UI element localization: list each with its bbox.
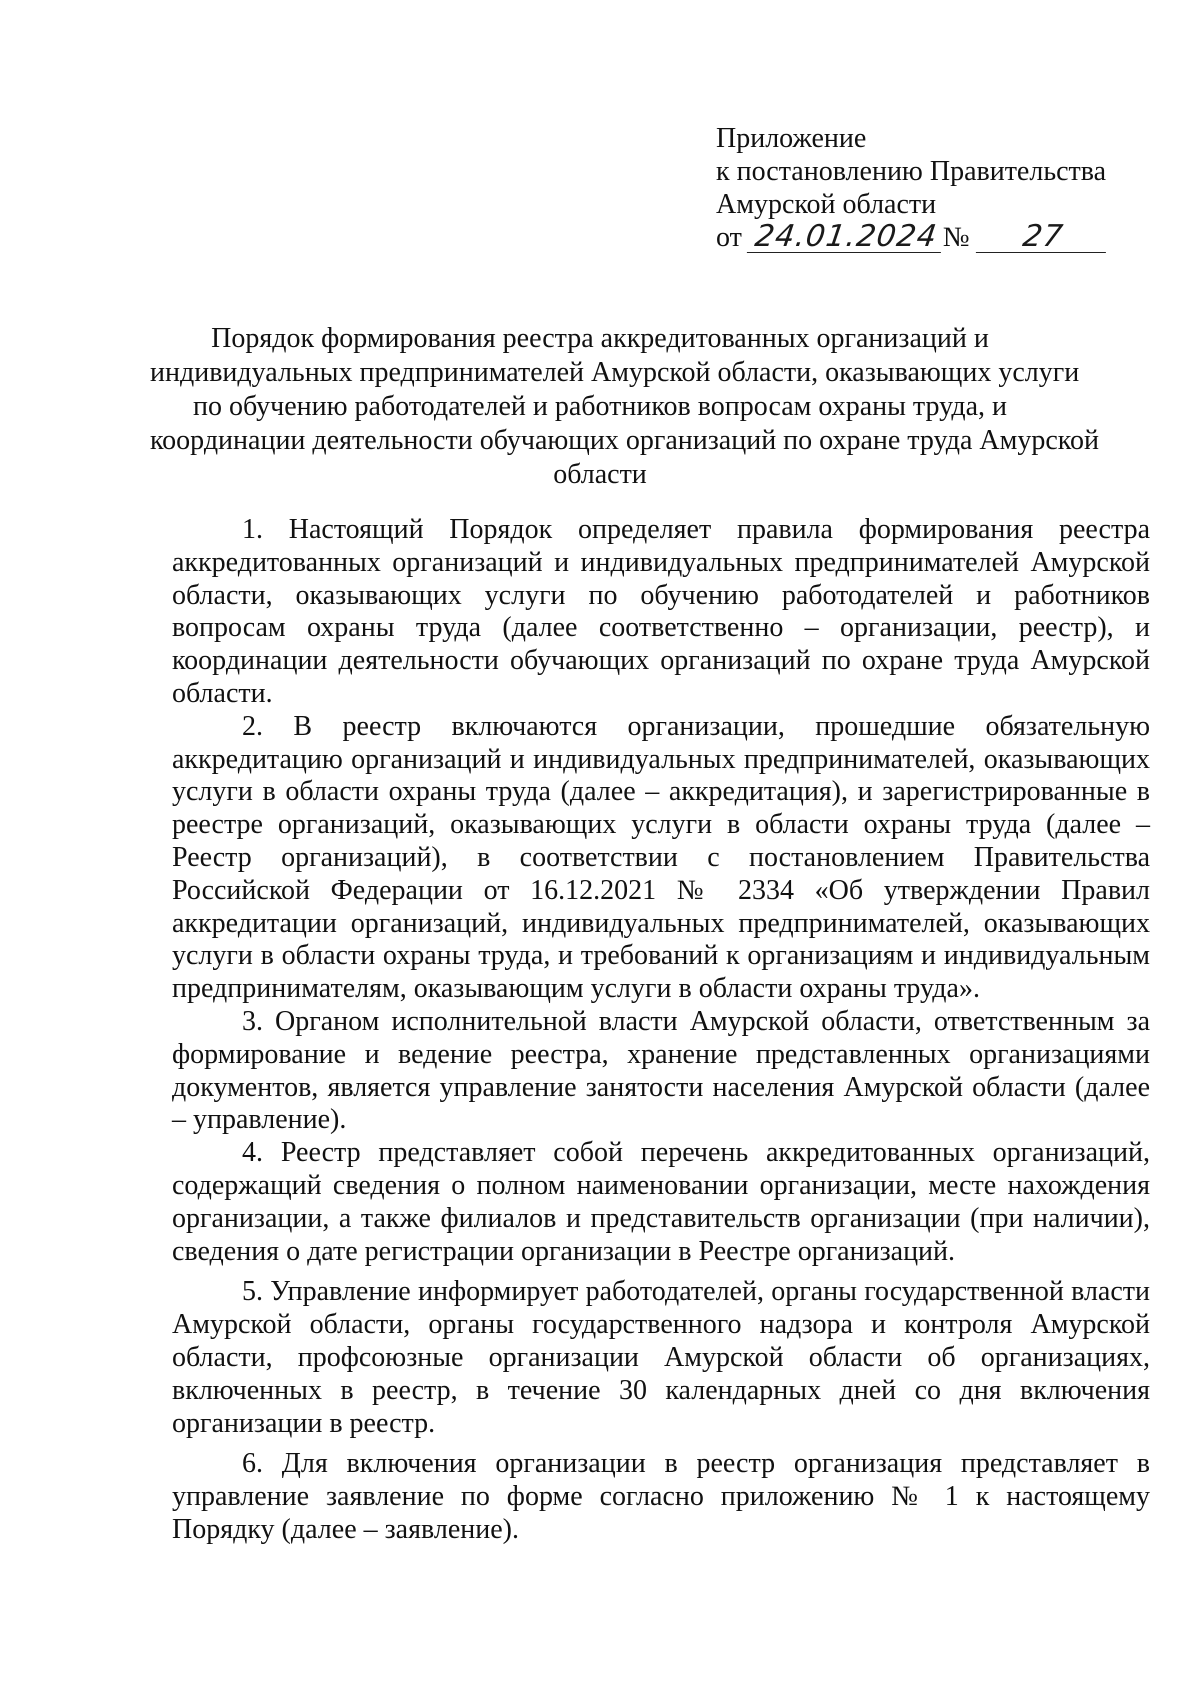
title-line-2: индивидуальных предпринимателей Амурской области, оказывающих услуги (150, 357, 1080, 388)
title-line-1: Порядок формирования реестра аккредитованных организаций и (211, 323, 989, 354)
paragraph-1: 1. Настоящий Порядок определяет правила формирования реестра аккредитованных организаций и индивидуальных предпринимателей Амурской области, оказывающих услуги по обучению работодателей и работников вопросам охраны труда (далее соответственно – организации, реестр), и координации деятельности обучающих организаций по охране труда Амурской области. (172, 514, 1150, 709)
appendix-label: Приложение (716, 123, 867, 154)
appendix-region: Амурской области (716, 189, 937, 220)
paragraph-3: 3. Органом исполнительной власти Амурской области, ответственным за формирование и ведение реестра, хранение представленных организациями документов, является управление занятости населения Амурской области (далее – управление). (172, 1005, 1150, 1136)
title-line-3: по обучению работодателей и работников вопросам охраны труда, и (192, 391, 1008, 422)
appendix-reference: к постановлению Правительства (716, 156, 1107, 187)
document-body (172, 514, 1150, 1547)
handwritten-date: 24.01.2024 (747, 222, 945, 253)
title-line-4: координации деятельности обучающих организаций по охране труда Амурской (150, 425, 1099, 456)
handwritten-number: 27 (975, 222, 1109, 253)
paragraph-5: 5. Управление информирует работодателей, органы государственной власти Амурской области, органы государственного надзора и контроля Амурской области, профсоюзные организации Амурской области об организациях, включенных в реестр, в течение 30 календарных дней со дня включения организации в реестр. (172, 1276, 1150, 1439)
appendix-date-line (716, 221, 1136, 254)
date-prefix: от (716, 222, 742, 253)
paragraph-2: 2. В реестр включаются организации, прошедшие обязательную аккредитацию организаций и индивидуальных предпринимателей, оказывающих услуги в области охраны труда (далее – аккредитация), и зарегистрированные в реестре организаций, оказывающих услуги в области охраны труда (далее – Реестр организаций), в соответствии с постановлением Правительства Российской Федерации от 16.12.2021 № 2334 «Об утверждении Правил аккредитации организаций, индивидуальных предпринимателей, оказывающих услуги в области охраны труда, и требований к организациям и индивидуальным предпринимателям, оказывающим услуги в области охраны труда». (172, 710, 1150, 1005)
paragraph-4: 4. Реестр представляет собой перечень аккредитованных организаций, содержащий сведения о полном наименовании организации, месте нахождения организации, а также филиалов и представительств организации (при наличии), сведения о дате регистрации организации в Реестре организаций. (172, 1137, 1150, 1267)
number-sign: № (942, 222, 970, 253)
title-line-5: области (553, 459, 647, 490)
appendix-header (716, 122, 1136, 254)
paragraph-6: 6. Для включения организации в реестр организация представляет в управление заявление по форме согласно приложению № 1 к настоящему Порядку (далее – заявление). (172, 1448, 1150, 1545)
document-title (150, 322, 1099, 492)
